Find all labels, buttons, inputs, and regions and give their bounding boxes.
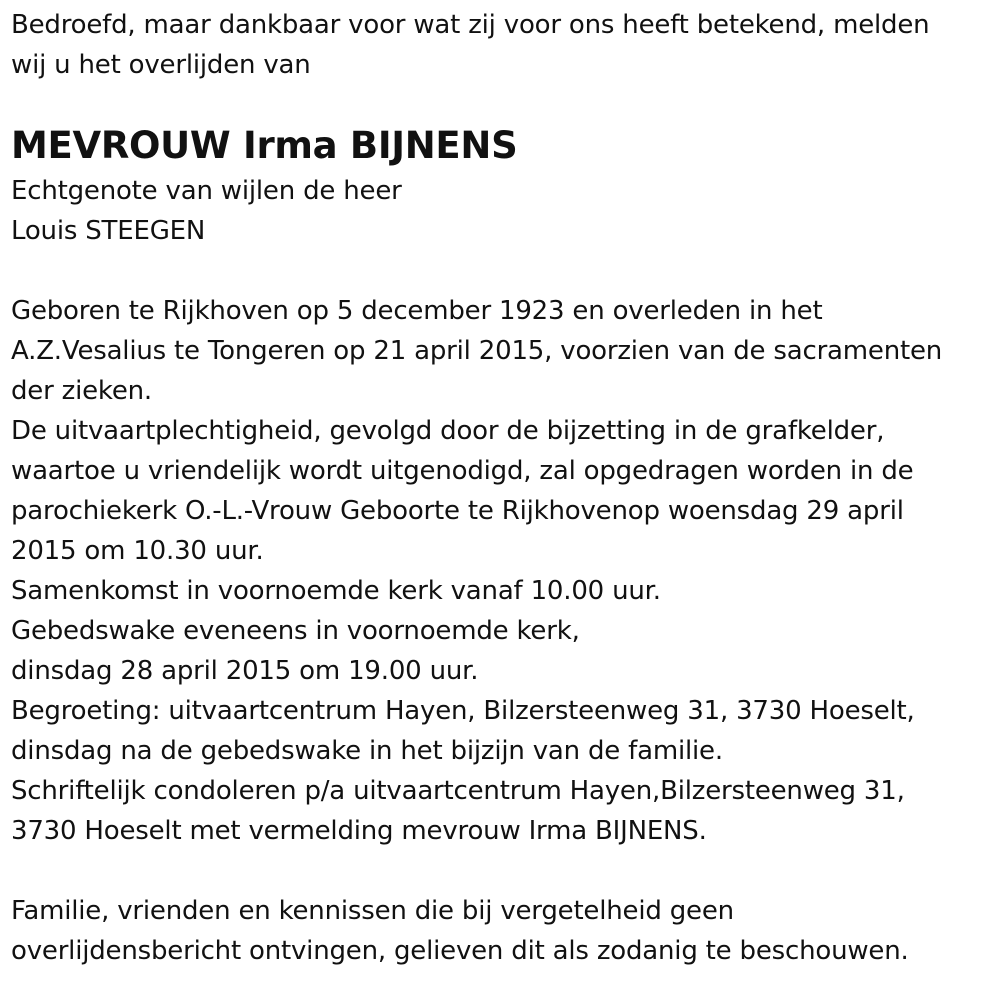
details-line: Geboren te Rijkhoven op 5 december 1923 en overleden in het [11, 296, 823, 326]
intro-line: wij u het overlijden van [11, 50, 311, 80]
closing-line: overlijdensbericht ontvingen, gelieven dit als zodanig te beschouwen. [11, 936, 909, 966]
details-line: Schriftelijk condoleren p/a uitvaartcentrum Hayen,Bilzersteenweg 31, [11, 776, 905, 806]
spouse-name: Louis STEEGEN [11, 216, 206, 246]
death-notice [11, 0, 991, 971]
details-paragraph [11, 291, 991, 851]
details-line: Gebedswake eveneens in voornoemde kerk, [11, 616, 580, 646]
spouse-line: Echtgenote van wijlen de heer [11, 176, 402, 206]
details-line: Samenkomst in voornoemde kerk vanaf 10.00 uur. [11, 576, 661, 606]
deceased-name: MEVROUW Irma BIJNENS [11, 124, 518, 167]
details-line: 3730 Hoeselt met vermelding mevrouw Irma BIJNENS. [11, 816, 707, 846]
spacer [11, 851, 991, 891]
spouse-paragraph [11, 171, 991, 251]
closing-line: Familie, vrienden en kennissen die bij vergetelheid geen [11, 896, 734, 926]
closing-paragraph [11, 891, 991, 971]
details-line: 2015 om 10.30 uur. [11, 536, 264, 566]
details-line: der zieken. [11, 376, 152, 406]
details-line: De uitvaartplechtigheid, gevolgd door de bijzetting in de grafkelder, [11, 416, 885, 446]
details-line: parochiekerk O.-L.-Vrouw Geboorte te Rijkhovenop woensdag 29 april [11, 496, 904, 526]
details-line: dinsdag 28 april 2015 om 19.00 uur. [11, 656, 479, 686]
intro-paragraph [11, 5, 991, 85]
details-line: A.Z.Vesalius te Tongeren op 21 april 2015, voorzien van de sacramenten [11, 336, 943, 366]
details-line: waartoe u vriendelijk wordt uitgenodigd, zal opgedragen worden in de [11, 456, 914, 486]
spacer [11, 251, 991, 291]
intro-line: Bedroefd, maar dankbaar voor wat zij voor ons heeft betekend, melden [11, 10, 930, 40]
details-line: Begroeting: uitvaartcentrum Hayen, Bilzersteenweg 31, 3730 Hoeselt, [11, 696, 915, 726]
details-line: dinsdag na de gebedswake in het bijzijn van de familie. [11, 736, 723, 766]
